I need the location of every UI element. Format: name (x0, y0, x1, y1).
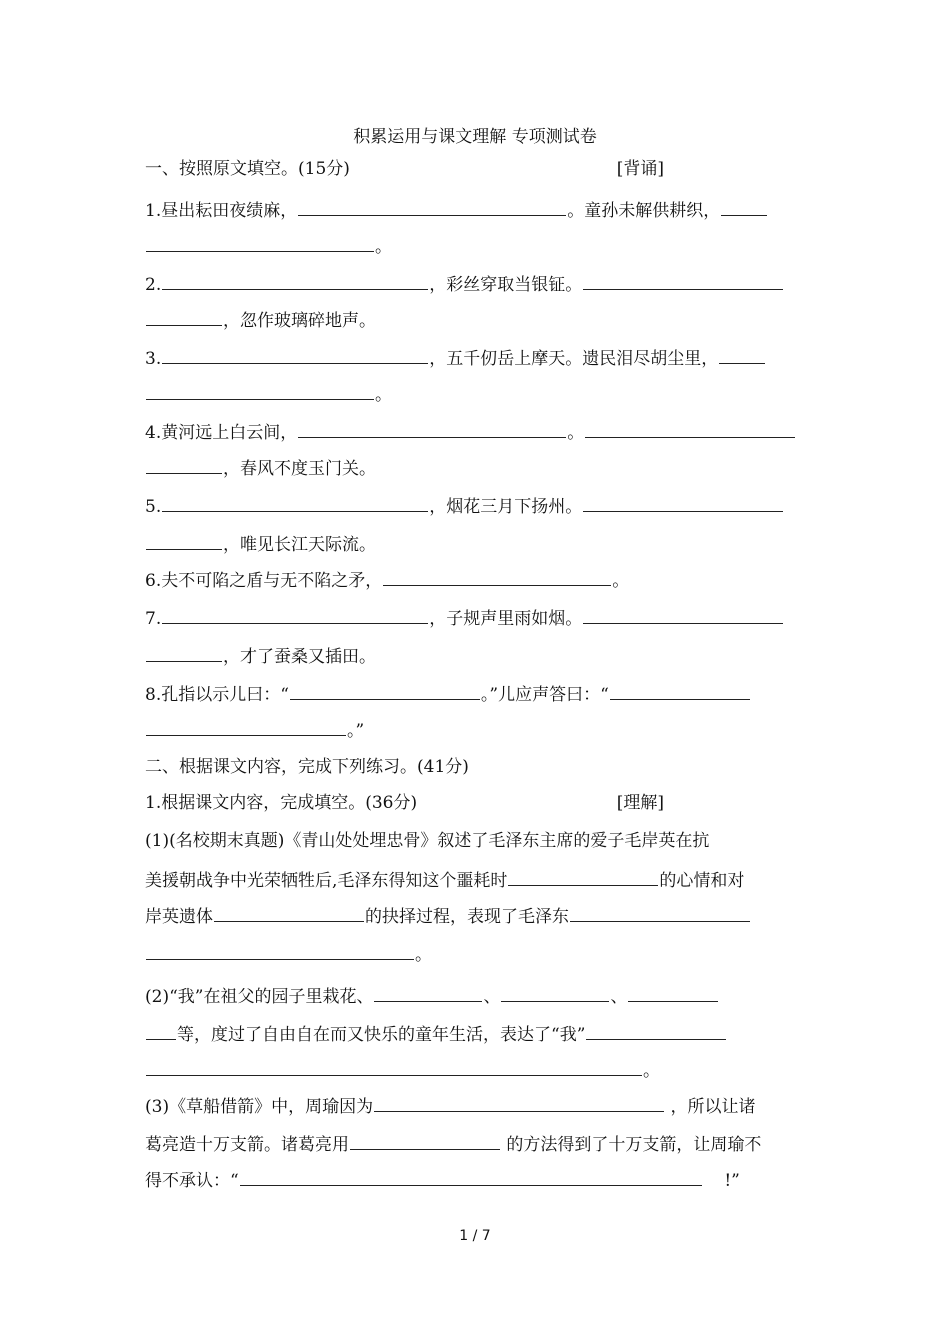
q5-text-a: 5. (145, 497, 162, 517)
answer-blank[interactable] (610, 682, 750, 700)
answer-blank[interactable] (298, 420, 566, 438)
answer-blank[interactable] (146, 718, 346, 736)
q7-text-b: ，子规声里雨如烟。 (429, 609, 583, 629)
q5-text-c: ，唯见长江天际流。 (223, 535, 376, 555)
answer-blank[interactable] (162, 272, 428, 290)
answer-blank[interactable] (501, 984, 609, 1002)
section1-heading: 一、按照原文填空。(15分) (145, 159, 350, 179)
p2-line1 (145, 984, 807, 1008)
section1-heading-line (145, 158, 807, 180)
q8-line1 (145, 682, 807, 706)
q3-text-c: 。 (375, 385, 392, 405)
answer-blank[interactable] (508, 868, 658, 886)
q1-line1 (145, 198, 807, 222)
answer-blank[interactable] (146, 456, 222, 474)
q3-line2 (145, 382, 807, 406)
q8-line2 (145, 718, 807, 742)
p1-text-b: 的心情和对 (659, 871, 745, 891)
q3-text-a: 3. (145, 349, 162, 369)
q1-text-a: 1.昼出耘田夜绩麻， (145, 201, 298, 221)
p1-line4 (145, 942, 807, 966)
p1-text-c: 岸英遗体 (145, 907, 213, 927)
q6-text-a: 6.夫不可陷之盾与无不陷之矛， (145, 571, 383, 591)
p2-line3 (145, 1058, 807, 1082)
section2-heading: 二、根据课文内容，完成下列练习。(41分) (145, 757, 469, 777)
answer-blank[interactable] (146, 382, 374, 400)
p1-line1: (1)(名校期末真题)《青山处处埋忠骨》叙述了毛泽东主席的爱子毛岸英在抗 (145, 831, 710, 851)
answer-blank[interactable] (570, 904, 750, 922)
answer-blank[interactable] (298, 198, 566, 216)
answer-blank[interactable] (146, 234, 374, 252)
p3-text-c: 葛亮造十万支箭。诸葛亮用 (145, 1135, 349, 1155)
answer-blank[interactable] (146, 308, 222, 326)
q1-text-b: 。童孙未解供耕织， (567, 201, 721, 221)
q2-text-b: ，彩丝穿取当银钲。 (429, 275, 583, 295)
p2-text-b: 、 (483, 987, 501, 1007)
answer-blank[interactable] (583, 272, 783, 290)
p3-line3 (145, 1168, 807, 1192)
answer-blank[interactable] (350, 1132, 500, 1150)
q3-text-b: ，五千仞岳上摩天。遗民泪尽胡尘里， (429, 349, 719, 369)
answer-blank[interactable] (586, 1022, 726, 1040)
q5-text-b: ，烟花三月下扬州。 (429, 497, 583, 517)
q2-text-a: 2. (145, 275, 162, 295)
q5-line2 (145, 532, 807, 556)
p1-text-a: 美援朝战争中光荣牺牲后,毛泽东得知这个噩耗时 (145, 871, 508, 891)
answer-blank[interactable] (583, 494, 783, 512)
page-title: 积累运用与课文理解 专项测试卷 (353, 127, 597, 147)
p3-line2 (145, 1132, 807, 1156)
q4-text-b: 。 (567, 423, 585, 443)
p1-line2 (145, 868, 807, 892)
q4-line2 (145, 456, 807, 480)
answer-blank[interactable] (290, 682, 480, 700)
p3-text-d: 的方法得到了十万支箭，让周瑜不 (506, 1135, 762, 1155)
page-number: 1 / 7 (459, 1228, 491, 1244)
p3-text-e: 得不承认：“ (145, 1171, 239, 1191)
q1-text-c: 。 (375, 237, 392, 257)
q8-text-a: 8.孔指以示儿曰：“ (145, 685, 289, 705)
q4-line1 (145, 420, 807, 444)
p3-text-a: (3)《草船借箭》中，周瑜因为 (145, 1097, 374, 1117)
p1-text-d: 的抉择过程，表现了毛泽东 (365, 907, 569, 927)
q2-line1 (145, 272, 807, 296)
answer-blank[interactable] (146, 1022, 176, 1040)
answer-blank[interactable] (374, 984, 482, 1002)
answer-blank[interactable] (585, 420, 795, 438)
answer-blank[interactable] (162, 494, 428, 512)
q8-text-c: 。” (347, 721, 365, 741)
p3-text-f: !” (724, 1171, 740, 1191)
answer-blank[interactable] (146, 1058, 642, 1076)
section2-sub1-line (145, 792, 807, 814)
p2-text-a: (2)“我”在祖父的园子里栽花、 (145, 987, 374, 1007)
q8-text-b: 。”儿应声答曰：“ (480, 685, 609, 705)
p3-line1 (145, 1094, 807, 1118)
answer-blank[interactable] (146, 942, 414, 960)
answer-blank[interactable] (628, 984, 718, 1002)
section1-tag: [背诵] (616, 159, 664, 179)
p1-text-e: 。 (415, 945, 432, 965)
q1-line2 (145, 234, 807, 258)
q4-text-c: ，春风不度玉门关。 (223, 459, 376, 479)
answer-blank[interactable] (146, 644, 222, 662)
p2-text-d: 等，度过了自由自在而又快乐的童年生活，表达了“我” (177, 1025, 586, 1045)
q7-text-a: 7. (145, 609, 162, 629)
p2-text-e: 。 (643, 1061, 660, 1081)
p3-text-b: ，所以让诸 (670, 1097, 756, 1117)
answer-blank[interactable] (146, 532, 222, 550)
answer-blank[interactable] (162, 606, 428, 624)
p2-line2 (145, 1022, 807, 1046)
section2-sub1: 1.根据课文内容，完成填空。(36分) (145, 793, 418, 813)
q7-text-c: ，才了蚕桑又插田。 (223, 647, 376, 667)
q6-line1 (145, 568, 807, 592)
q4-text-a: 4.黄河远上白云间， (145, 423, 298, 443)
q2-text-c: ，忽作玻璃碎地声。 (223, 311, 376, 331)
q2-line2 (145, 308, 807, 332)
answer-blank[interactable] (240, 1168, 702, 1186)
answer-blank[interactable] (719, 346, 765, 364)
q3-line1 (145, 346, 807, 370)
section2-tag: [理解] (616, 793, 664, 813)
p2-text-c: 、 (610, 987, 628, 1007)
q7-line2 (145, 644, 807, 668)
q7-line1 (145, 606, 807, 630)
answer-blank[interactable] (721, 198, 767, 216)
answer-blank[interactable] (583, 606, 783, 624)
answer-blank[interactable] (162, 346, 428, 364)
answer-blank[interactable] (383, 568, 611, 586)
q6-text-b: 。 (612, 571, 630, 591)
answer-blank[interactable] (374, 1094, 664, 1112)
answer-blank[interactable] (214, 904, 364, 922)
p1-line3 (145, 904, 807, 928)
q5-line1 (145, 494, 807, 518)
